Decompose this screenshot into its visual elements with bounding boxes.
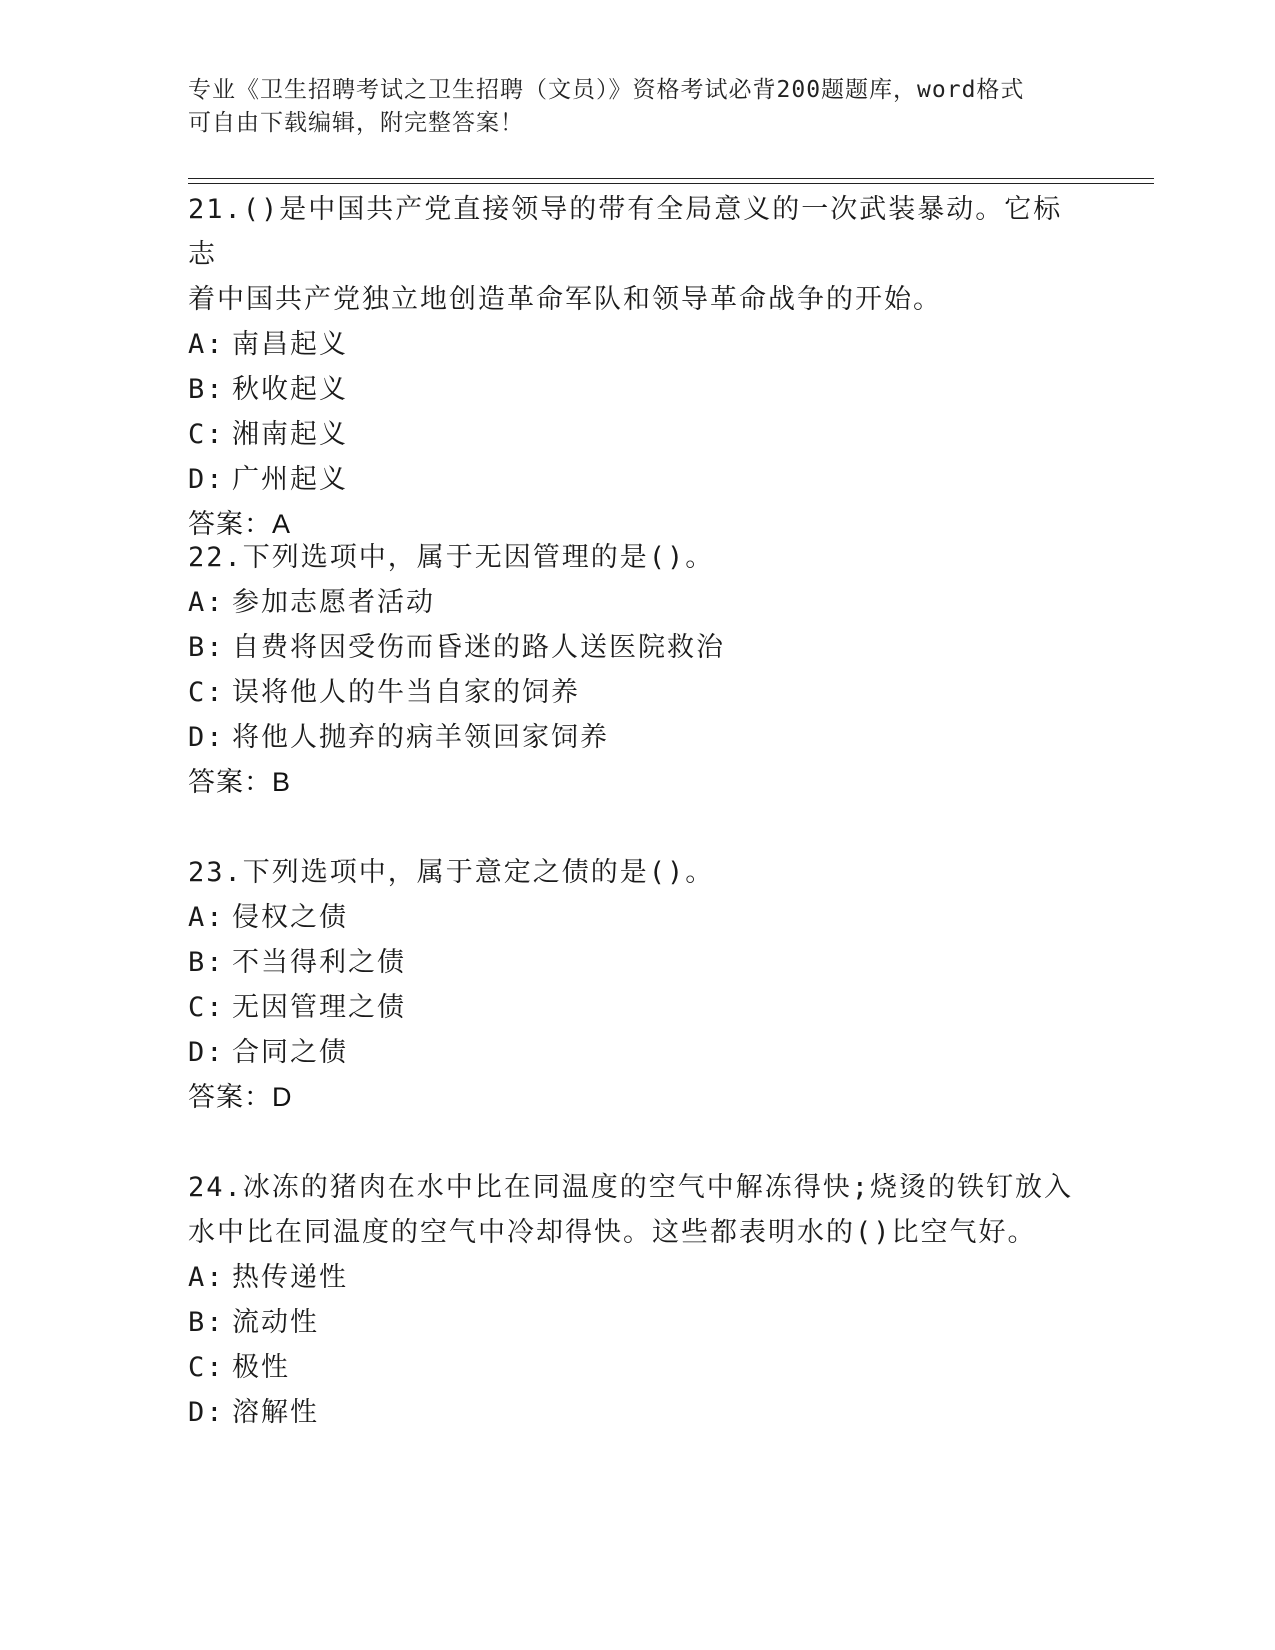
option-c	[188, 412, 1088, 457]
document-header	[188, 74, 1088, 140]
option-a	[188, 895, 1088, 940]
answer-line: 答案：B	[188, 767, 292, 797]
option-b	[188, 367, 1088, 412]
option-text: 将他人抛弃的病羊领回家饲养	[232, 722, 609, 753]
option-letter: B:	[188, 632, 225, 663]
option-text: 无因管理之债	[232, 992, 406, 1023]
option-d	[188, 1030, 1088, 1075]
option-text: 流动性	[232, 1307, 319, 1338]
question-21	[188, 187, 1088, 547]
option-a	[188, 322, 1088, 367]
option-letter: B:	[188, 947, 225, 978]
option-letter: D:	[188, 722, 225, 753]
option-letter: C:	[188, 992, 225, 1023]
option-text: 参加志愿者活动	[232, 587, 435, 618]
question-stem-line: 水中比在同温度的空气中冷却得快。这些都表明水的()比空气好。	[188, 1217, 1037, 1248]
option-letter: D:	[188, 1037, 225, 1068]
header-divider-top	[188, 178, 1154, 179]
option-letter: A:	[188, 1262, 225, 1293]
option-text: 极性	[232, 1352, 290, 1383]
option-text: 热传递性	[232, 1262, 348, 1293]
option-a	[188, 580, 1088, 625]
option-text: 秋收起义	[232, 374, 348, 405]
header-divider-bottom	[188, 183, 1154, 184]
option-d	[188, 457, 1088, 502]
question-22	[188, 535, 1088, 805]
answer-line: 答案：D	[188, 1082, 293, 1112]
option-text: 合同之债	[232, 1037, 348, 1068]
option-c	[188, 985, 1088, 1030]
option-text: 溶解性	[232, 1397, 319, 1428]
question-stem-line: 22.下列选项中，属于无因管理的是()。	[188, 542, 715, 573]
question-stem-line: 23.下列选项中，属于意定之债的是()。	[188, 857, 715, 888]
question-stem-line: 24.冰冻的猪肉在水中比在同温度的空气中解冻得快;烧烫的铁钉放入	[188, 1172, 1074, 1203]
option-letter: A:	[188, 902, 225, 933]
option-letter: C:	[188, 1352, 225, 1383]
option-letter: A:	[188, 329, 225, 360]
option-letter: D:	[188, 464, 225, 495]
question-24	[188, 1165, 1088, 1435]
option-d	[188, 715, 1088, 760]
header-line-1: 专业《卫生招聘考试之卫生招聘（文员）》资格考试必背200题题库，word格式	[188, 77, 1025, 103]
header-line-2: 可自由下载编辑，附完整答案！	[188, 110, 524, 136]
option-b	[188, 1300, 1088, 1345]
question-stem-line: 21.()是中国共产党直接领导的带有全局意义的一次武装暴动。它标志	[188, 194, 1063, 270]
question-23	[188, 850, 1088, 1120]
option-text: 侵权之债	[232, 902, 348, 933]
question-stem-line: 着中国共产党独立地创造革命军队和领导革命战争的开始。	[188, 284, 942, 315]
option-c	[188, 1345, 1088, 1390]
option-text: 湘南起义	[232, 419, 348, 450]
option-b	[188, 625, 1088, 670]
option-letter: C:	[188, 677, 225, 708]
option-text: 不当得利之债	[232, 947, 406, 978]
option-letter: C:	[188, 419, 225, 450]
option-d	[188, 1390, 1088, 1435]
option-text: 误将他人的牛当自家的饲养	[232, 677, 580, 708]
answer-line: 答案：A	[188, 509, 292, 539]
option-text: 自费将因受伤而昏迷的路人送医院救治	[232, 632, 725, 663]
option-letter: B:	[188, 1307, 225, 1338]
option-letter: B:	[188, 374, 225, 405]
option-text: 南昌起义	[232, 329, 348, 360]
option-b	[188, 940, 1088, 985]
option-c	[188, 670, 1088, 715]
option-text: 广州起义	[232, 464, 348, 495]
option-letter: D:	[188, 1397, 225, 1428]
option-a	[188, 1255, 1088, 1300]
option-letter: A:	[188, 587, 225, 618]
